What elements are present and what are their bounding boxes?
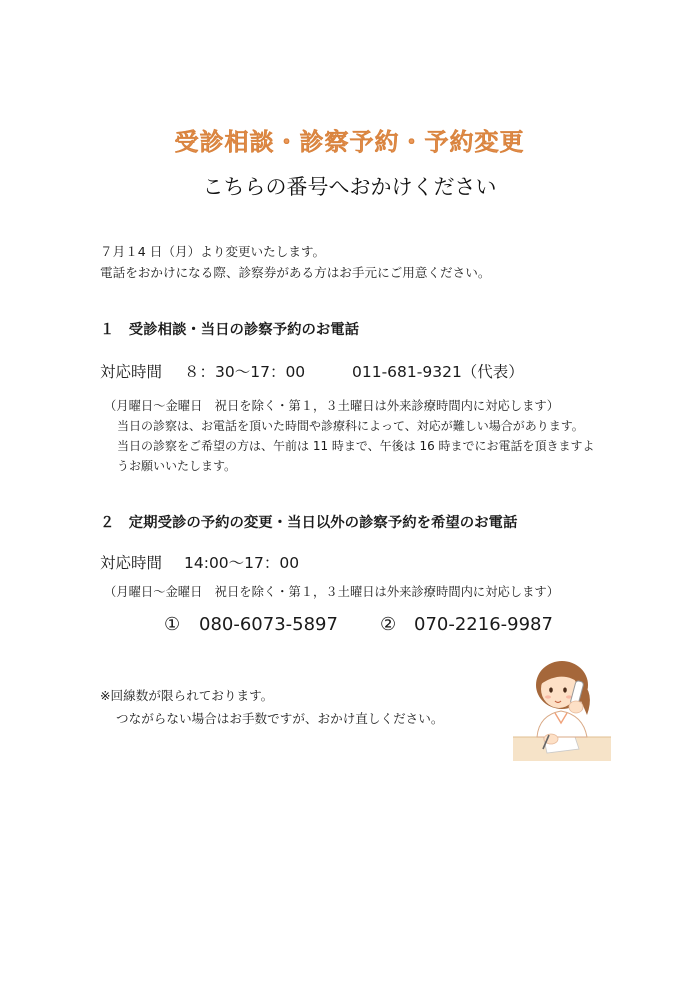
phone-number-2: 070-2216-9987 (414, 614, 553, 635)
footer-line-2: つながらない場合はお手数ですが、おかけ直しください。 (116, 711, 444, 726)
section1-heading: １ 受診相談・当日の診察予約のお電話 (100, 322, 360, 338)
section2-note-hours: （月曜日～金曜日 祝日を除く・第１，３土曜日は外来診療時間内に対応します） (104, 585, 559, 599)
footer-line-1: ※回線数が限られております。 (100, 688, 274, 703)
page-subtitle: こちらの番号へおかけください (202, 175, 497, 199)
section2-hours: 14:00～17：00 (184, 554, 300, 572)
phone-number-1: 080-6073-5897 (199, 614, 338, 635)
phone-mark-2: ② (380, 614, 397, 635)
section2-heading: ２ 定期受診の予約の変更・当日以外の診察予約を希望のお電話 (100, 515, 518, 531)
section1-note-2: 当日の診察は、お電話を頂いた時間や診療科によって、対応が難しい場合があります。 (117, 419, 584, 433)
section1-hours: ８：30～17：00 (184, 363, 306, 381)
section2-hours-label: 対応時間 (100, 554, 163, 572)
intro-line-1: ７月１4 日（月）より変更いたします。 (100, 244, 326, 259)
phone-mark-1: ① (164, 614, 181, 635)
nurse-on-phone-icon (513, 657, 611, 761)
page-title: 受診相談・診察予約・予約変更 (174, 128, 525, 156)
intro-line-2: 電話をおかけになる際、診察券がある方はお手元にご用意ください。 (100, 265, 491, 280)
section1-note-3: 当日の診察をご希望の方は、午前は 11 時まで、午後は 16 時までにお電話を頂きますよ (117, 439, 595, 453)
section1-phone: 011-681-9321（代表） (352, 363, 524, 381)
section1-hours-label: 対応時間 (100, 363, 163, 381)
section1-note-4: うお願いいたします。 (117, 459, 237, 473)
section1-note-hours: （月曜日～金曜日 祝日を除く・第１，３土曜日は外来診療時間内に対応します） (104, 399, 559, 413)
